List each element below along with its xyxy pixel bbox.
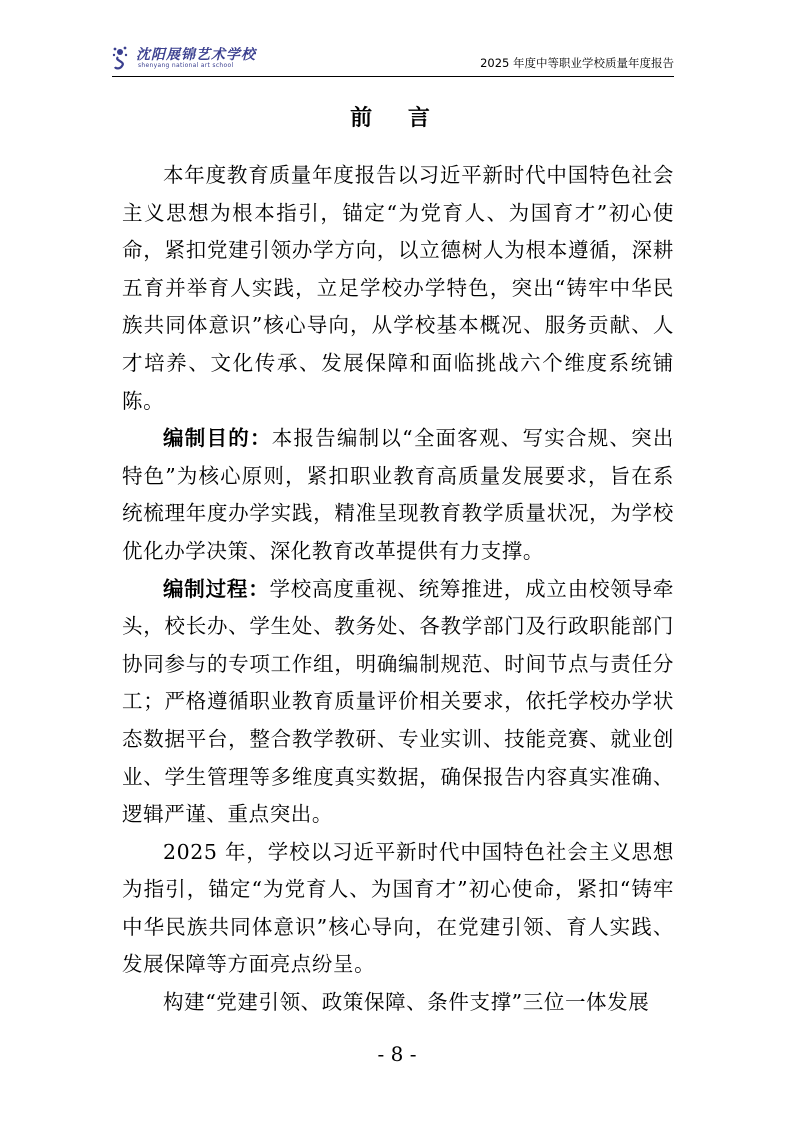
- school-logo: [112, 42, 256, 72]
- process-label: 编制过程：: [163, 576, 270, 601]
- paragraph-process: [122, 571, 674, 834]
- paragraph-2025: 2025 年，学校以习近平新时代中国特色社会主义思想为指引，锚定“为党育人、为国育才”初心使命，紧扣“铸牢中华民族共同体意识”核心导向，在党建引领、育人实践、发展保障等方面亮点纷呈。: [122, 839, 674, 977]
- logo-emblem-icon: [112, 44, 136, 70]
- page-number: - 8 -: [377, 1042, 417, 1066]
- paragraph-framework: 构建“党建引领、政策保障、条件支撑”三位一体发展: [163, 990, 650, 1015]
- process-text: 学校高度重视、统筹推进，成立由校领导牵头，校长办、学生处、教务处、各教学部门及行政职能部门协同参与的专项工作组，明确编制规范、时间节点与责任分工；严格遵循职业教育质量评价相关要求，依托学校办学状态数据平台，整合教学教研、专业实训、技能竞赛、就业创业、学生管理等多维度真实数据，确保报告内容真实准确、逻辑严谨、重点突出。: [122, 576, 674, 827]
- report-title: 2025 年度中等职业学校质量年度报告: [480, 56, 674, 70]
- purpose-text: 本报告编制以“全面客观、写实合规、突出特色”为核心原则，紧扣职业教育高质量发展要求，旨在系统梳理年度办学实践，精准呈现教育教学质量状况，为学校优化办学决策、深化教育改革提供有力支撑。: [122, 426, 674, 563]
- paragraph-intro: 本年度教育质量年度报告以习近平新时代中国特色社会主义思想为根本指引，锚定“为党育人、为国育才”初心使命，紧扣党建引领办学方向，以立德树人为根本遵循，深耕五育并举育人实践，立足学校办学特色，突出“铸牢中华民族共同体意识”核心导向，从学校基本概况、服务贡献、人才培养、文化传承、发展保障和面临挑战六个维度系统铺陈。: [122, 163, 674, 413]
- purpose-label: 编制目的：: [163, 426, 272, 451]
- logo-text: 沈阳展锦艺术学校: [136, 47, 256, 63]
- page-title: 前 言: [350, 106, 444, 131]
- paragraph-purpose: [122, 420, 674, 570]
- logo-subtext: shenyang national art school: [138, 62, 234, 69]
- page-header: [112, 40, 674, 77]
- body-text: [122, 157, 674, 1022]
